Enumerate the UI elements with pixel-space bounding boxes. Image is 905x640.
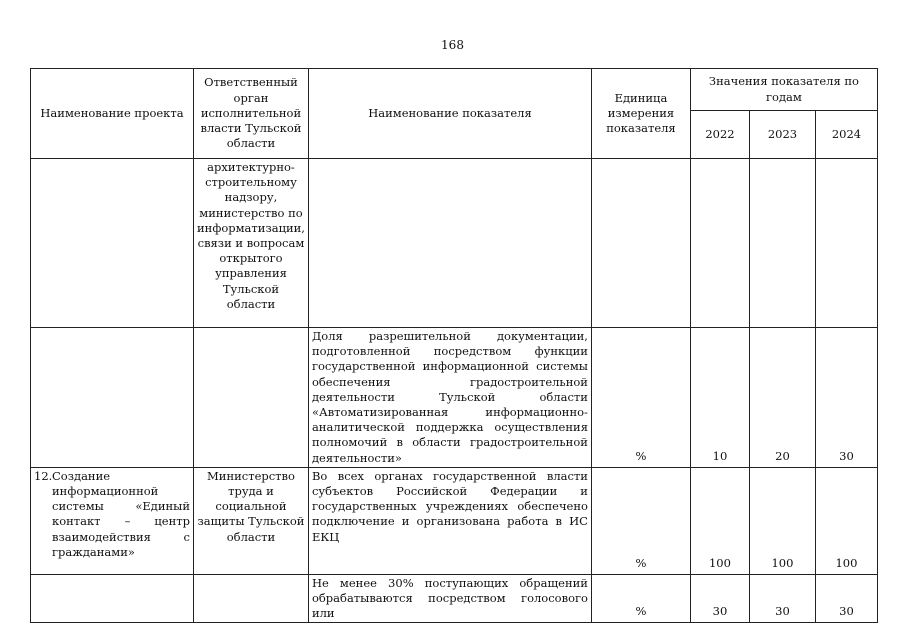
cell-project <box>31 159 194 328</box>
header-responsible: Ответственный орган исполнительной власти Тульской области <box>194 69 309 159</box>
cell-project <box>31 328 194 468</box>
project-number: 12. <box>34 468 53 483</box>
page-number: 168 <box>441 38 464 52</box>
cell-responsible <box>194 328 309 468</box>
cell-value-2023: 30 <box>749 574 815 623</box>
project-name: Создание информационной системы «Единый контакт – центр взаимодействия с гражданами» <box>52 468 190 559</box>
cell-unit: % <box>591 467 690 574</box>
header-values-group: Значения показателя по годам <box>690 69 877 111</box>
header-indicator: Наименование показателя <box>308 69 591 159</box>
table-row <box>31 159 878 328</box>
indicators-table <box>30 68 878 623</box>
cell-indicator <box>308 159 591 328</box>
cell-value-2024: 30 <box>815 574 877 623</box>
cell-value-2024: 30 <box>815 328 877 468</box>
cell-value-2024 <box>815 159 877 328</box>
header-year-2022: 2022 <box>690 111 749 159</box>
table-row <box>31 328 878 468</box>
table-row <box>31 574 878 623</box>
cell-value-2024: 100 <box>815 467 877 574</box>
header-project: Наименование проекта <box>31 69 194 159</box>
cell-indicator: Во всех органах государственной власти субъектов Российской Федерации и государственных учреждениях обеспечено подключение и организована работа в ИС ЕКЦ <box>308 467 591 574</box>
cell-unit: % <box>591 328 690 468</box>
cell-value-2022: 10 <box>690 328 749 468</box>
cell-unit: % <box>591 574 690 623</box>
cell-responsible <box>194 574 309 623</box>
table-row <box>31 467 878 574</box>
cell-responsible: Министерство труда и социальной защиты Тульской области <box>194 467 309 574</box>
cell-value-2023: 100 <box>749 467 815 574</box>
header-year-2023: 2023 <box>749 111 815 159</box>
header-year-2024: 2024 <box>815 111 877 159</box>
cell-value-2023: 20 <box>749 328 815 468</box>
cell-responsible: архитектурно-строительному надзору, министерство по информатизации, связи и вопросам открытого управления Тульской области <box>194 159 309 328</box>
cell-indicator: Доля разрешительной документации, подготовленной посредством функции государственной информационной системы обеспечения градостроительной деятельности Тульской области «Автоматизированная информационно-аналитической поддержка осуществления полномочий в области градостроительной деятельности» <box>308 328 591 468</box>
cell-value-2022: 30 <box>690 574 749 623</box>
header-unit: Единица измерения показателя <box>591 69 690 159</box>
cell-value-2022 <box>690 159 749 328</box>
cell-project <box>31 574 194 623</box>
cell-unit <box>591 159 690 328</box>
table-header-row <box>31 69 878 111</box>
cell-value-2023 <box>749 159 815 328</box>
cell-indicator: Не менее 30% поступающих обращений обрабатываются посредством голосового или <box>308 574 591 623</box>
cell-value-2022: 100 <box>690 467 749 574</box>
cell-project <box>31 467 194 574</box>
